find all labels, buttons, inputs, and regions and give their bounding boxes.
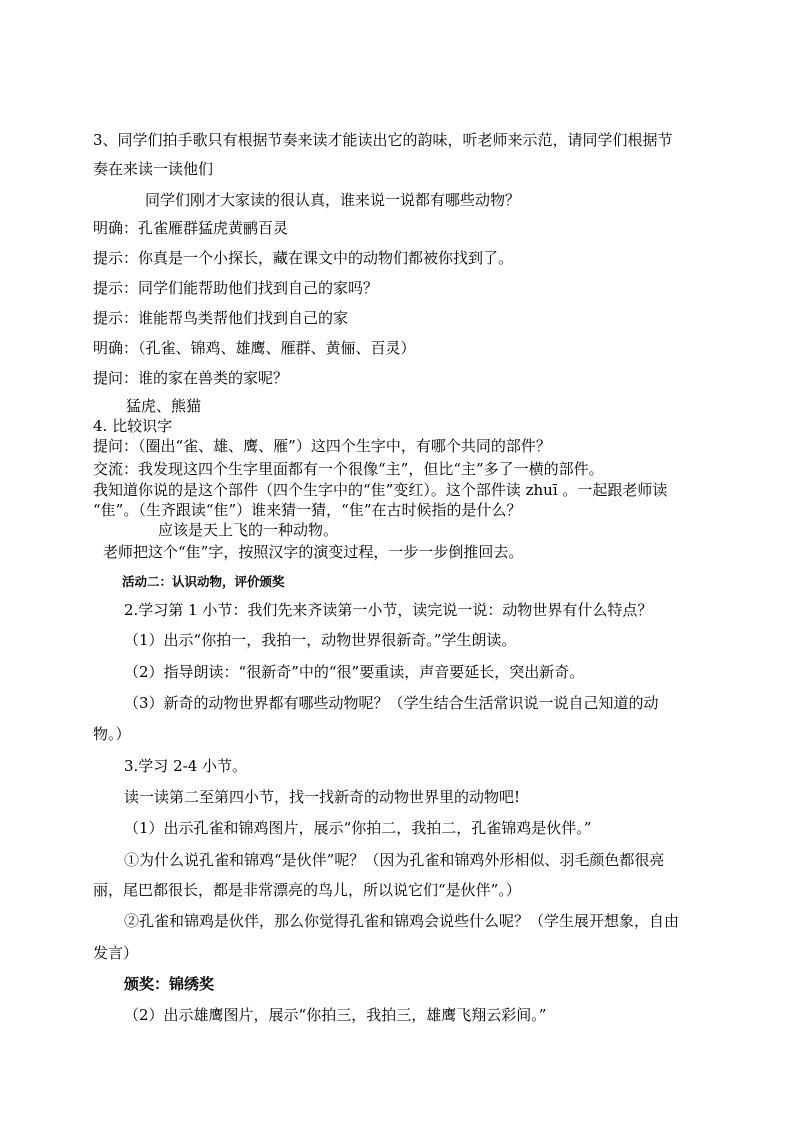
section3-line3: 同学们刚才大家读的很认真，谁来说一说都有哪些动物？ (145, 191, 521, 209)
section3-line9: 提问：谁的家在兽类的家呢？ (93, 369, 289, 387)
activity2-p1: 2.学习第 1 小节：我们先来齐读第一小节，读完说一说：动物世界有什么特点？ (124, 601, 653, 619)
section4-line3: 我知道你说的是这个部件（四个生字中的“隹”变红）。这个部件读 zhuī 。一起跟老师读 (93, 481, 668, 499)
section3-line4: 明确：孔雀雁群猛虎黄鹂百灵 (93, 219, 289, 237)
activity2-p4a: （3）新奇的动物世界都有哪些动物呢？（学生结合生活常识说一说自己知道的动 (124, 694, 659, 712)
section3-line8: 明确：（孔雀、锦鸡、雄鹰、雁群、黄俪、百灵） (93, 339, 416, 357)
activity2-p9a: ②孔雀和锦鸡是伙伴，那么你觉得孔雀和锦鸡会说些什么呢？（学生展开想象，自由 (124, 912, 680, 930)
activity2-p3: （2）指导朗读：“很新奇”中的“很”要重读，声音要延长，突出新奇。 (124, 663, 585, 681)
activity2-heading: 活动二：认识动物，评价颁奖 (122, 574, 285, 589)
activity2-p6: 读一读第二至第四小节，找一找新奇的动物世界里的动物吧! (124, 788, 521, 806)
activity2-p5: 3.学习 2-4 小节。 (124, 757, 248, 775)
section3-line10: 猛虎、熊猫 (126, 397, 202, 415)
activity2-p7: （1）出示孔雀和锦鸡图片，展示“你拍二，我拍二，孔雀锦鸡是伙伴。” (124, 819, 592, 837)
section4-line1: 提问：（圈出“雀、雄、鹰、雁”）这四个生字中，有哪个共同的部件？ (93, 437, 551, 455)
section4-line4: “隹”。（生齐跟读“隹”）谁来猜一猜，“隹”在古时候指的是什么？ (93, 501, 522, 519)
section3-line6: 提示：同学们能帮助他们找到自己的家吗？ (93, 279, 379, 297)
activity2-p2: （1）出示“你拍一，我拍一，动物世界很新奇。”学生朗读。 (124, 631, 517, 649)
section4-line2: 交流：我发现这四个生字里面都有一个很像“主”，但比“主”多了一横的部件。 (93, 460, 604, 478)
activity2-p4b: 物。） (93, 725, 131, 743)
section4-line6: 老师把这个“隹”字，按照汉字的演变过程，一步一步倒推回去。 (103, 543, 524, 561)
section4-title: 4. 比较识字 (93, 417, 173, 435)
section4-line5: 应该是天上飞的一种动物。 (158, 521, 339, 539)
section3-line5: 提示：你真是一个小探长，藏在课文中的动物们都被你找到了。 (93, 249, 514, 267)
activity2-p9b: 发言） (93, 944, 139, 962)
section3-line1: 3、同学们拍手歌只有根据节奏来读才能读出它的韵味，听老师来示范，请同学们根据节 (93, 131, 673, 149)
activity2-award: 颁奖：锦绣奖 (124, 975, 215, 993)
activity2-p10: （2）出示雄鹰图片，展示“你拍三，我拍三，雄鹰飞翔云彩间。” (124, 1006, 547, 1024)
section3-line2: 奏在来读一读他们 (93, 160, 214, 178)
activity2-p8a: ①为什么说孔雀和锦鸡“是伙伴”呢？（因为孔雀和锦鸡外形相似、羽毛颜色都很亮 (124, 851, 665, 869)
section3-line7: 提示：谁能帮鸟类帮他们找到自己的家 (93, 309, 349, 327)
activity2-p8b: 丽，尾巴都很长，都是非常漂亮的鸟儿，所以说它们“是伙伴”。） (93, 881, 521, 899)
